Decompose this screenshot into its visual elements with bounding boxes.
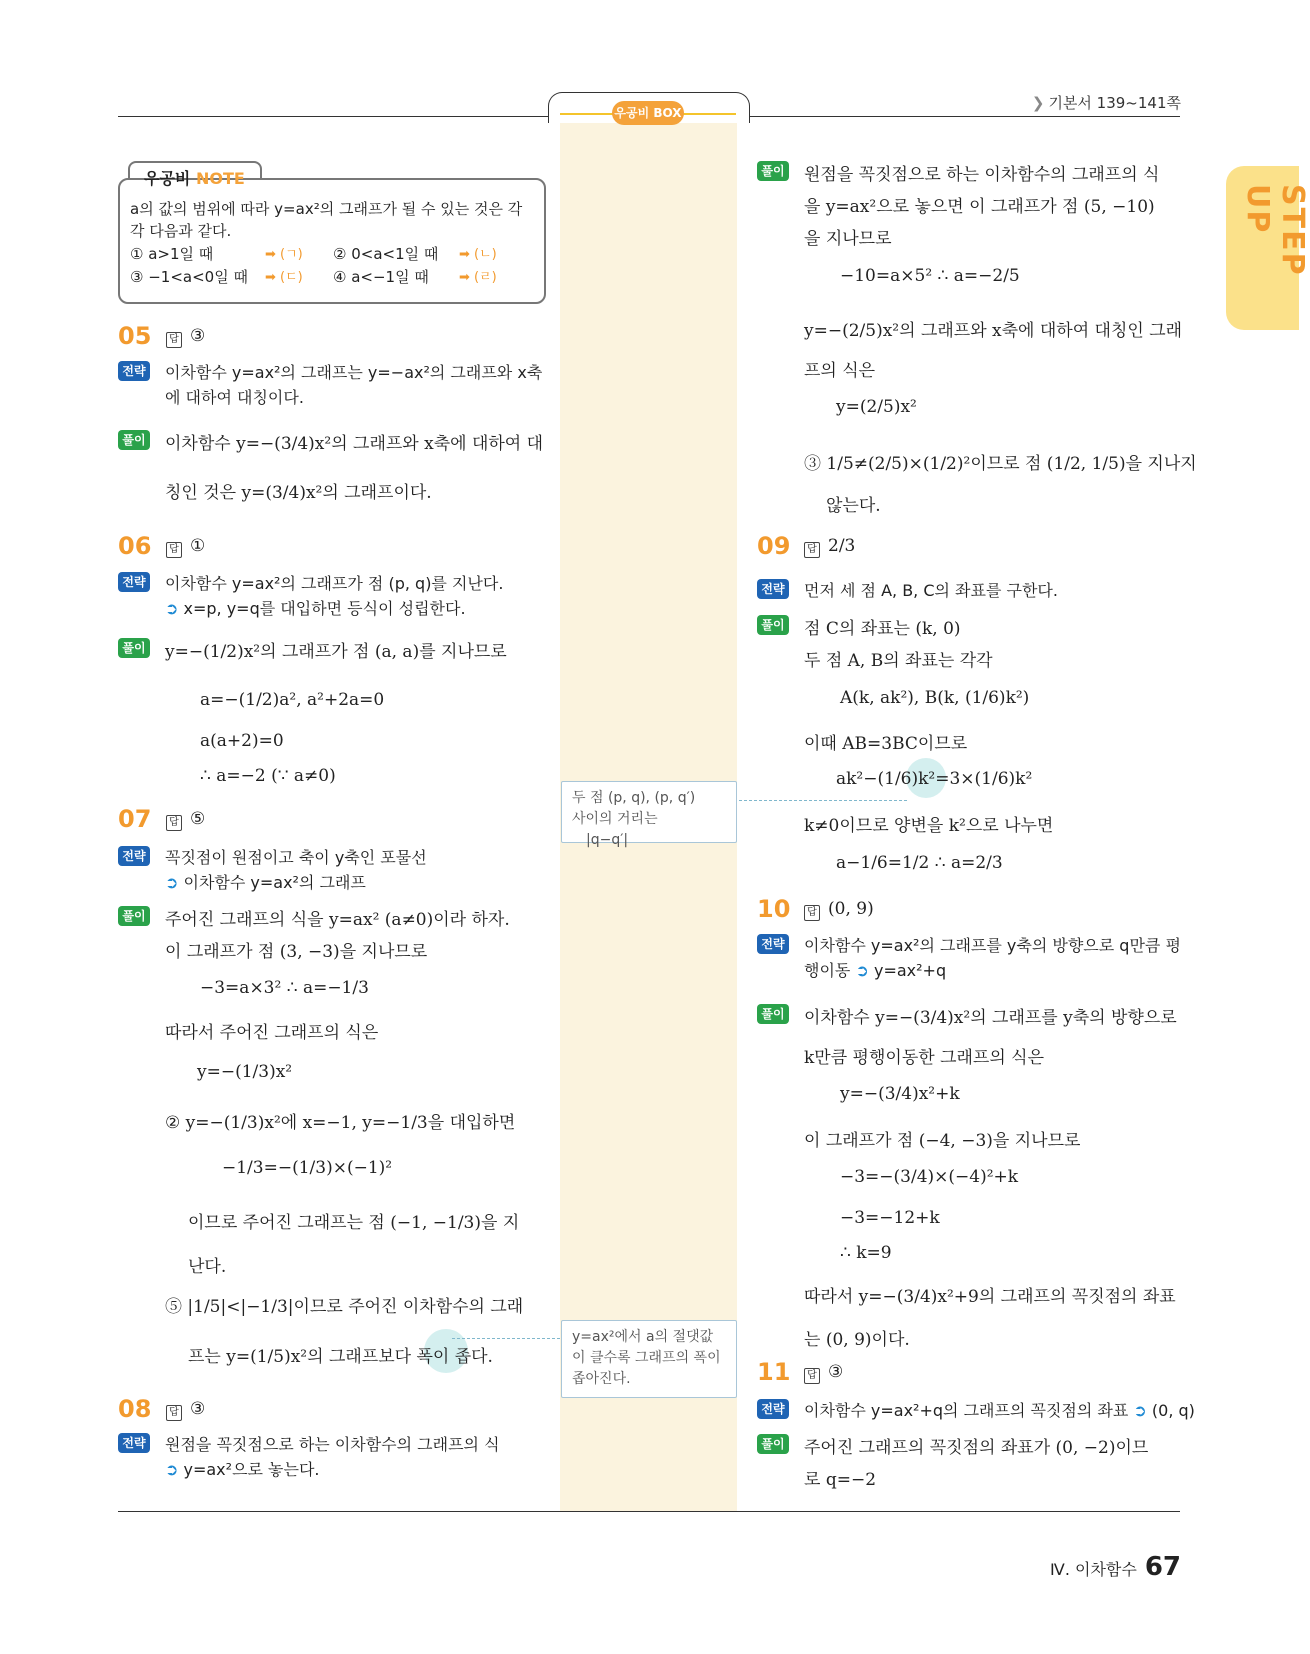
side-note-line: 이 클수록 그래프의 폭이 — [572, 1350, 721, 1366]
answer-value: ③ — [190, 1399, 206, 1419]
solution-text: y=−(1/2)x²의 그래프가 점 (a, a)를 지나므로 — [165, 642, 507, 662]
step-up-label: STEP UP — [1240, 184, 1310, 277]
solution-label-text: 풀이 — [757, 1004, 789, 1024]
solution-text: 이므로 주어진 그래프는 점 (−1, −1/3)을 지 — [188, 1213, 520, 1233]
question-number: 11 — [757, 1358, 791, 1386]
answer-mark: 답 — [804, 905, 820, 921]
strategy-text: 원점을 꼭짓점으로 하는 이차함수의 그래프의 식 — [165, 1435, 500, 1454]
question-number: 05 — [118, 322, 152, 350]
strategy-text: 먼저 세 점 A, B, C의 좌표를 구한다. — [804, 581, 1058, 600]
solution-text: 두 점 A, B의 좌표는 각각 — [804, 651, 993, 671]
answer — [804, 899, 874, 921]
solution-text: 이 그래프가 점 (3, −3)을 지나므로 — [165, 942, 428, 962]
answer-mark: 답 — [804, 1368, 820, 1384]
solution-text: a−1/6=1/2 ∴ a=2/3 — [836, 853, 1003, 873]
solution-text: k만큼 평행이동한 그래프의 식은 — [804, 1048, 1044, 1068]
arrow-circle-icon: ➲ — [165, 599, 184, 618]
solution-text: 주어진 그래프의 꼭짓점의 좌표가 (0, −2)이므 — [804, 1438, 1149, 1458]
question-number: 08 — [118, 1395, 152, 1423]
answer-value: 2/3 — [828, 536, 856, 556]
solution-text: k≠0이므로 양변을 k²으로 나누면 — [804, 816, 1054, 836]
solution-label-text: 풀이 — [757, 1434, 789, 1454]
strategy-label-text: 전략 — [757, 934, 789, 954]
strategy-hint-text: y=ax²으로 놓는다. — [183, 1460, 320, 1479]
reference-text: 기본서 139~141쪽 — [1048, 94, 1181, 112]
strategy-label — [118, 1432, 150, 1453]
strategy-text: 에 대하여 대칭이다. — [165, 388, 304, 407]
strategy-text: 꼭짓점이 원점이고 축이 y축인 포물선 — [165, 848, 427, 867]
note-item: ③ −1<a<0일 때 — [130, 268, 248, 286]
solution-text: 프는 y=(1/5)x²의 그래프보다 폭이 좁다. — [188, 1347, 493, 1367]
solution-text: y=−(3/4)x²+k — [840, 1084, 960, 1104]
solution-label-text: 풀이 — [118, 638, 150, 658]
note-line: 각 다음과 같다. — [130, 222, 232, 240]
answer-value: (0, 9) — [828, 899, 874, 919]
solution-text: a(a+2)=0 — [200, 731, 284, 751]
note-title-b: NOTE — [195, 169, 245, 188]
answer-mark: 답 — [804, 542, 820, 558]
note-line: a의 값의 범위에 따라 y=ax²의 그래프가 될 수 있는 것은 각 — [130, 200, 523, 218]
note-item: ④ a<−1일 때 — [333, 268, 429, 286]
strategy-hint — [165, 596, 466, 619]
solution-label — [757, 1433, 789, 1454]
connector-line — [739, 800, 907, 801]
answer-mark: 답 — [166, 815, 182, 831]
solution-text: ③ 1/5≠(2/5)×(1/2)²이므로 점 (1/2, 1/5)을 지나지 — [804, 454, 1197, 474]
side-note-line: |q−q′| — [586, 832, 629, 848]
question-number: 07 — [118, 805, 152, 833]
strategy-label — [118, 845, 150, 866]
strategy-hint-text: x=p, y=q를 대입하면 등식이 성립한다. — [183, 599, 466, 618]
strategy-hint-text: (0, q) — [1151, 1401, 1195, 1420]
answer — [804, 536, 855, 558]
strategy-text: 이차함수 y=ax²의 그래프는 y=−ax²의 그래프와 x축 — [165, 363, 543, 382]
solution-text: A(k, ak²), B(k, (1/6)k²) — [840, 688, 1030, 708]
solution-text: −1/3=−(1/3)×(−1)² — [222, 1158, 393, 1178]
answer — [166, 536, 205, 558]
strategy-hint-text: 이차함수 y=ax²의 그래프 — [183, 873, 366, 892]
note-item-result: ➡ (ㄹ) — [459, 270, 497, 285]
side-note-line: 좁아진다. — [572, 1371, 631, 1387]
strategy-text-part: 행이동 — [804, 961, 851, 980]
strategy-hint-text: y=ax²+q — [873, 961, 947, 980]
page-number: 67 — [1144, 1552, 1181, 1582]
answer-value: ⑤ — [190, 809, 206, 829]
answer — [804, 1362, 843, 1384]
solution-text: ⑤ |1/5|<|−1/3|이므로 주어진 이차함수의 그래 — [165, 1297, 524, 1317]
answer-value: ③ — [190, 326, 206, 346]
reference — [1032, 92, 1181, 113]
answer-mark: 답 — [166, 1405, 182, 1421]
question-number: 09 — [757, 532, 791, 560]
solution-label — [757, 1003, 789, 1024]
footer — [1050, 1552, 1181, 1582]
box-label: 우공비 BOX — [612, 101, 684, 125]
footer-rule — [118, 1511, 1180, 1512]
strategy-text — [804, 1398, 1195, 1421]
strategy-label-text: 전략 — [757, 579, 789, 599]
solution-text: 않는다. — [826, 496, 881, 516]
strategy-label-text: 전략 — [757, 1399, 789, 1419]
strategy-label — [757, 1398, 789, 1419]
strategy-text — [804, 958, 946, 981]
solution-label-text: 풀이 — [757, 615, 789, 635]
solution-text: 로 q=−2 — [804, 1470, 877, 1490]
strategy-label — [757, 578, 789, 599]
strategy-text: 이차함수 y=ax²의 그래프를 y축의 방향으로 q만큼 평 — [804, 936, 1181, 955]
arrow-circle-icon: ➲ — [165, 873, 184, 892]
solution-text: ∴ a=−2 (∵ a≠0) — [200, 766, 336, 786]
answer — [166, 1399, 205, 1421]
solution-label — [118, 429, 150, 450]
strategy-text-part: 이차함수 y=ax²+q의 그래프의 꼭짓점의 좌표 — [804, 1401, 1129, 1420]
solution-label — [757, 160, 789, 181]
solution-text: 칭인 것은 y=(3/4)x²의 그래프이다. — [165, 483, 432, 503]
side-note-distance — [561, 781, 737, 848]
solution-text: 따라서 y=−(3/4)x²+9의 그래프의 꼭짓점의 좌표 — [804, 1287, 1176, 1307]
solution-text: 이때 AB=3BC이므로 — [804, 734, 968, 754]
side-note-line: 두 점 (p, q), (p, q′) — [572, 790, 696, 806]
strategy-text: 이차함수 y=ax²의 그래프가 점 (p, q)를 지난다. — [165, 574, 504, 593]
step-up-tab — [1226, 166, 1310, 330]
answer-mark: 답 — [166, 542, 182, 558]
solution-text: 을 y=ax²으로 놓으면 이 그래프가 점 (5, −10) — [804, 197, 1155, 217]
solution-text: 이차함수 y=−(3/4)x²의 그래프를 y축의 방향으로 — [804, 1008, 1177, 1028]
strategy-label — [118, 360, 150, 381]
solution-text: 점 C의 좌표는 (k, 0) — [804, 619, 961, 639]
solution-text: 따라서 주어진 그래프의 식은 — [165, 1023, 379, 1043]
solution-label — [118, 637, 150, 658]
solution-text: y=−(2/5)x²의 그래프와 x축에 대하여 대칭인 그래 — [804, 321, 1183, 341]
note-item-result: ➡ (ㄷ) — [265, 270, 303, 285]
answer-mark: 답 — [166, 332, 182, 348]
solution-text: a=−(1/2)a², a²+2a=0 — [200, 690, 385, 710]
solution-text: 이차함수 y=−(3/4)x²의 그래프와 x축에 대하여 대 — [165, 434, 544, 454]
arrow-circle-icon: ➲ — [165, 1460, 184, 1479]
strategy-label-text: 전략 — [118, 572, 150, 592]
side-note-line: 사이의 거리는 — [572, 811, 658, 827]
strategy-label-text: 전략 — [118, 846, 150, 866]
connector-line — [452, 1338, 560, 1339]
solution-text: 이 그래프가 점 (−4, −3)을 지나므로 — [804, 1131, 1081, 1151]
note-title-a: 우공비 — [144, 169, 196, 188]
solution-text: ∴ k=9 — [840, 1243, 892, 1263]
solution-text: y=−(1/3)x² — [197, 1062, 293, 1082]
solution-text: −3=−(3/4)×(−4)²+k — [840, 1167, 1019, 1187]
solution-text: 는 (0, 9)이다. — [804, 1330, 910, 1350]
solution-text: ak²−(1/6)k²=3×(1/6)k² — [836, 769, 1033, 789]
question-number: 10 — [757, 895, 791, 923]
strategy-label-text: 전략 — [118, 1433, 150, 1453]
arrow-circle-icon: ➲ — [1133, 1401, 1152, 1420]
note-item: ② 0<a<1일 때 — [333, 245, 439, 263]
strategy-label — [757, 933, 789, 954]
note-item-result: ➡ (ㄴ) — [459, 247, 497, 262]
answer — [166, 809, 205, 831]
answer — [166, 326, 205, 348]
strategy-label-text: 전략 — [118, 361, 150, 381]
solution-text: 을 지나므로 — [804, 229, 892, 249]
solution-text: −3=−12+k — [840, 1208, 940, 1228]
answer-value: ① — [190, 536, 206, 556]
strategy-hint — [165, 870, 366, 893]
solution-text: 프의 식은 — [804, 361, 876, 381]
solution-label — [118, 905, 150, 926]
note-title — [144, 166, 245, 189]
solution-text: 원점을 꼭짓점으로 하는 이차함수의 그래프의 식 — [804, 165, 1160, 185]
strategy-hint — [165, 1457, 320, 1480]
side-note-width — [561, 1320, 737, 1398]
strategy-label — [118, 571, 150, 592]
solution-text: −3=a×3² ∴ a=−1/3 — [200, 978, 369, 998]
chevron-right-icon: ❯ — [1031, 94, 1045, 112]
side-note-line: y=ax²에서 a의 절댓값 — [572, 1329, 714, 1345]
solution-text: 주어진 그래프의 식을 y=ax² (a≠0)이라 하자. — [165, 910, 510, 930]
solution-label-text: 풀이 — [118, 906, 150, 926]
solution-label-text: 풀이 — [118, 430, 150, 450]
solution-text: y=(2/5)x² — [836, 397, 917, 417]
answer-value: ③ — [828, 1362, 844, 1382]
question-number: 06 — [118, 532, 152, 560]
solution-text: ② y=−(1/3)x²에 x=−1, y=−1/3을 대입하면 — [165, 1113, 516, 1133]
note-item: ① a>1일 때 — [130, 245, 214, 263]
solution-label-text: 풀이 — [757, 161, 789, 181]
solution-text: −10=a×5² ∴ a=−2/5 — [840, 266, 1020, 286]
arrow-circle-icon: ➲ — [855, 961, 874, 980]
solution-label — [757, 614, 789, 635]
note-item-result: ➡ (ㄱ) — [265, 247, 303, 262]
chapter-title: Ⅳ. 이차함수 — [1050, 1560, 1137, 1579]
solution-text: 난다. — [188, 1257, 227, 1277]
